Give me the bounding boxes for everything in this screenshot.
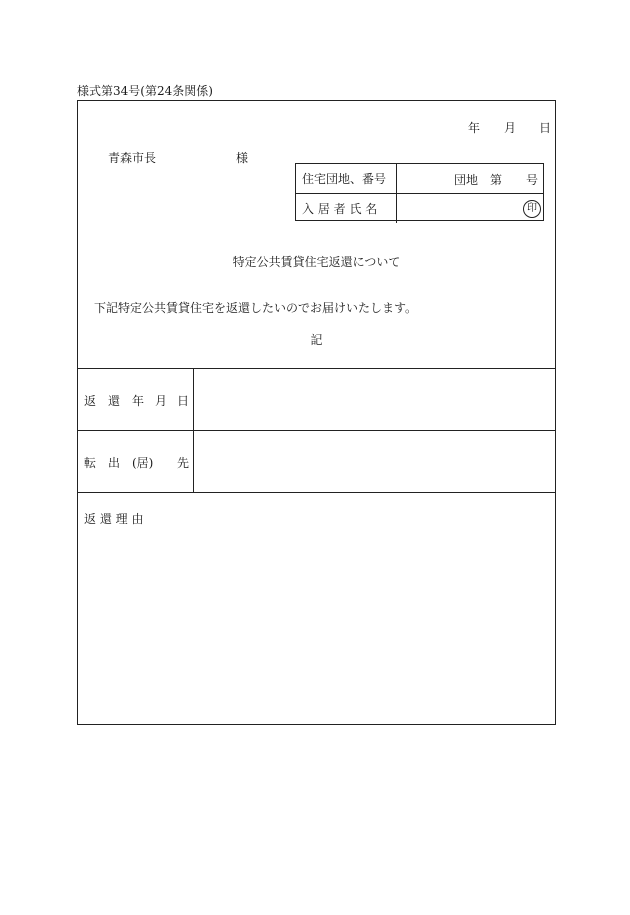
addressee-name: 青森市長 bbox=[108, 151, 157, 165]
date-day-label: 日 bbox=[539, 121, 552, 135]
addressee-suffix: 様 bbox=[236, 151, 249, 165]
return-date-label: 返 還 年 月 日 bbox=[84, 394, 190, 408]
housing-row bbox=[296, 164, 543, 193]
danchi-label: 団地 bbox=[454, 173, 479, 187]
body-statement: 下記特定公共賃貸住宅を返還したいのでお届けいたします。 bbox=[94, 301, 418, 315]
housing-label: 住宅団地、番号 bbox=[302, 172, 387, 186]
tenant-name-label: 入 居 者 氏 名 bbox=[302, 202, 378, 216]
divider bbox=[78, 492, 555, 493]
document-title: 特定公共賃貸住宅返還について bbox=[232, 255, 401, 269]
return-reason-label: 返 還 理 由 bbox=[84, 512, 144, 526]
seal-icon: 印 bbox=[523, 200, 541, 218]
application-form bbox=[77, 100, 556, 725]
tenant-row bbox=[296, 193, 543, 223]
form-number: 様式第34号(第24条関係) bbox=[77, 84, 213, 98]
go-label: 号 bbox=[526, 173, 539, 187]
return-reason-field[interactable] bbox=[78, 531, 555, 723]
forwarding-address-label: 転 出 (居) 先 bbox=[84, 456, 190, 470]
date-year-label: 年 bbox=[468, 121, 481, 135]
dai-label: 第 bbox=[490, 173, 503, 187]
ki-marker: 記 bbox=[310, 333, 323, 347]
return-date-field[interactable] bbox=[194, 369, 556, 429]
date-month-label: 月 bbox=[504, 121, 517, 135]
applicant-info-table bbox=[295, 163, 544, 221]
forwarding-address-field[interactable] bbox=[194, 431, 556, 491]
